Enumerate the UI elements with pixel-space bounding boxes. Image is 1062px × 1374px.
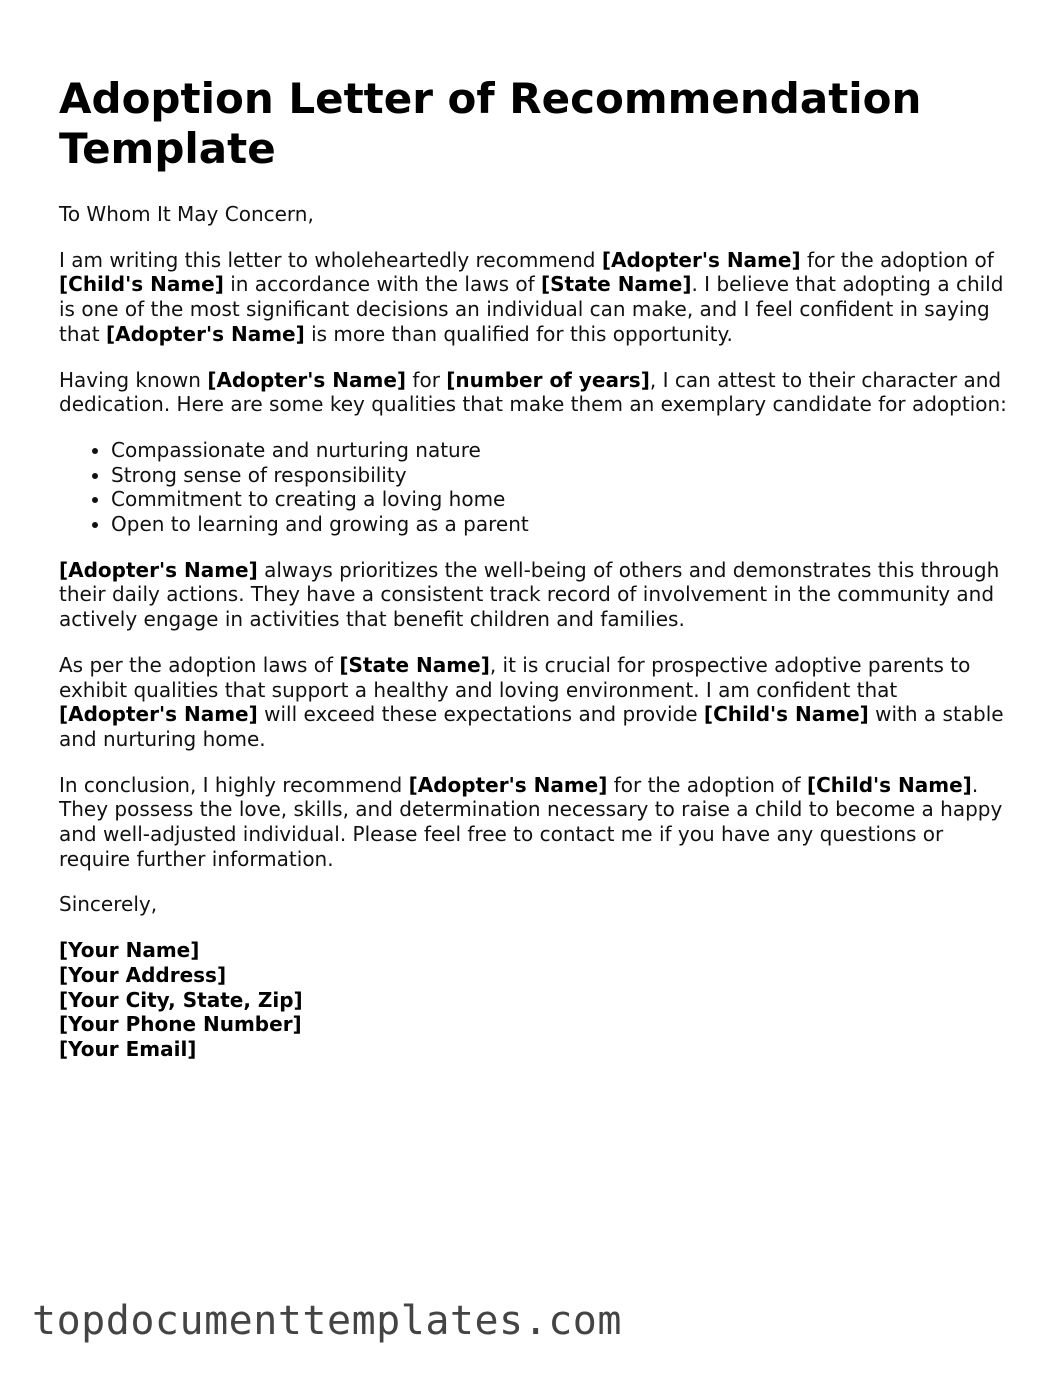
text-run: always prioritizes the well-being of others and demonstrates this through their daily actions. They have a consistent track record of involvement in the community and actively engage in activities that benefit children and families.	[59, 557, 1000, 632]
text-run: , it is crucial for prospective adoptive parents to exhibit qualities that support a healthy and loving environment. I am confident that	[59, 652, 971, 702]
placeholder-adopter-name: [Adopter's Name]	[59, 557, 258, 582]
signature-phone: [Your Phone Number]	[59, 1012, 302, 1037]
text-run: for	[406, 367, 447, 392]
signature-city-state-zip: [Your City, State, Zip]	[59, 987, 303, 1012]
placeholder-state-name: [State Name]	[339, 652, 490, 677]
signature-name: [Your Name]	[59, 938, 200, 963]
placeholder-child-name: [Child's Name]	[703, 702, 869, 727]
placeholder-adopter-name: [Adopter's Name]	[59, 702, 258, 727]
text-run: with a stable and nurturing home.	[59, 702, 1004, 751]
letter-document	[59, 74, 1009, 1062]
paragraph-character	[59, 558, 1009, 632]
signature-email: [Your Email]	[59, 1036, 197, 1061]
text-run: is more than qualified for this opportunity.	[304, 321, 733, 346]
signature-block	[59, 938, 1009, 1062]
text-run: . They possess the love, skills, and determination necessary to raise a child to become a happy and well-adjusted individual. Please feel free to contact me if you have any questions or require further information.	[59, 772, 1003, 871]
text-run: , I can attest to their character and dedication. Here are some key qualities that make them an exemplary candidate for adoption:	[59, 367, 1007, 417]
salutation: To Whom It May Concern,	[59, 202, 314, 226]
placeholder-state-name: [State Name]	[541, 272, 692, 297]
text-run: As per the adoption laws of	[59, 652, 340, 677]
list-item: • Commitment to creating a loving home	[111, 487, 1009, 512]
site-watermark: topdocumenttemplates.com	[32, 1298, 622, 1344]
text-run: . I believe that adopting a child is one of the most significant decisions an individual can make, and I feel confident in saying that	[59, 272, 1004, 346]
placeholder-child-name: [Child's Name]	[806, 772, 972, 797]
closing: Sincerely,	[59, 892, 158, 917]
placeholder-number-of-years: [number of years]	[446, 367, 650, 392]
text-run: will exceed these expectations and provide	[257, 702, 704, 727]
text-run: in accordance with the laws of	[223, 272, 541, 297]
placeholder-adopter-name: [Adopter's Name]	[105, 321, 305, 346]
text-run: Having known	[59, 367, 208, 392]
placeholder-adopter-name: [Adopter's Name]	[601, 247, 801, 272]
list-item: • Strong sense of responsibility	[111, 463, 1009, 488]
paragraph-state-laws	[59, 653, 1009, 752]
placeholder-adopter-name: [Adopter's Name]	[207, 367, 407, 392]
paragraph-conclusion	[59, 773, 1009, 872]
paragraph-acquaintance	[59, 368, 1009, 417]
placeholder-child-name: [Child's Name]	[59, 272, 224, 297]
text-run: for the adoption of	[800, 247, 994, 272]
paragraph-recommendation	[59, 248, 1009, 347]
list-item: • Compassionate and nurturing nature	[111, 438, 1009, 463]
document-title: Adoption Letter of Recommendation Template	[59, 74, 922, 173]
placeholder-adopter-name: [Adopter's Name]	[408, 772, 608, 797]
text-run: for the adoption of	[607, 772, 807, 797]
qualities-list	[59, 438, 1009, 537]
text-run: In conclusion, I highly recommend	[59, 772, 409, 797]
list-item: • Open to learning and growing as a parent	[111, 512, 1009, 537]
text-run: I am writing this letter to wholeheartedly recommend	[59, 247, 602, 272]
signature-address: [Your Address]	[59, 962, 227, 987]
